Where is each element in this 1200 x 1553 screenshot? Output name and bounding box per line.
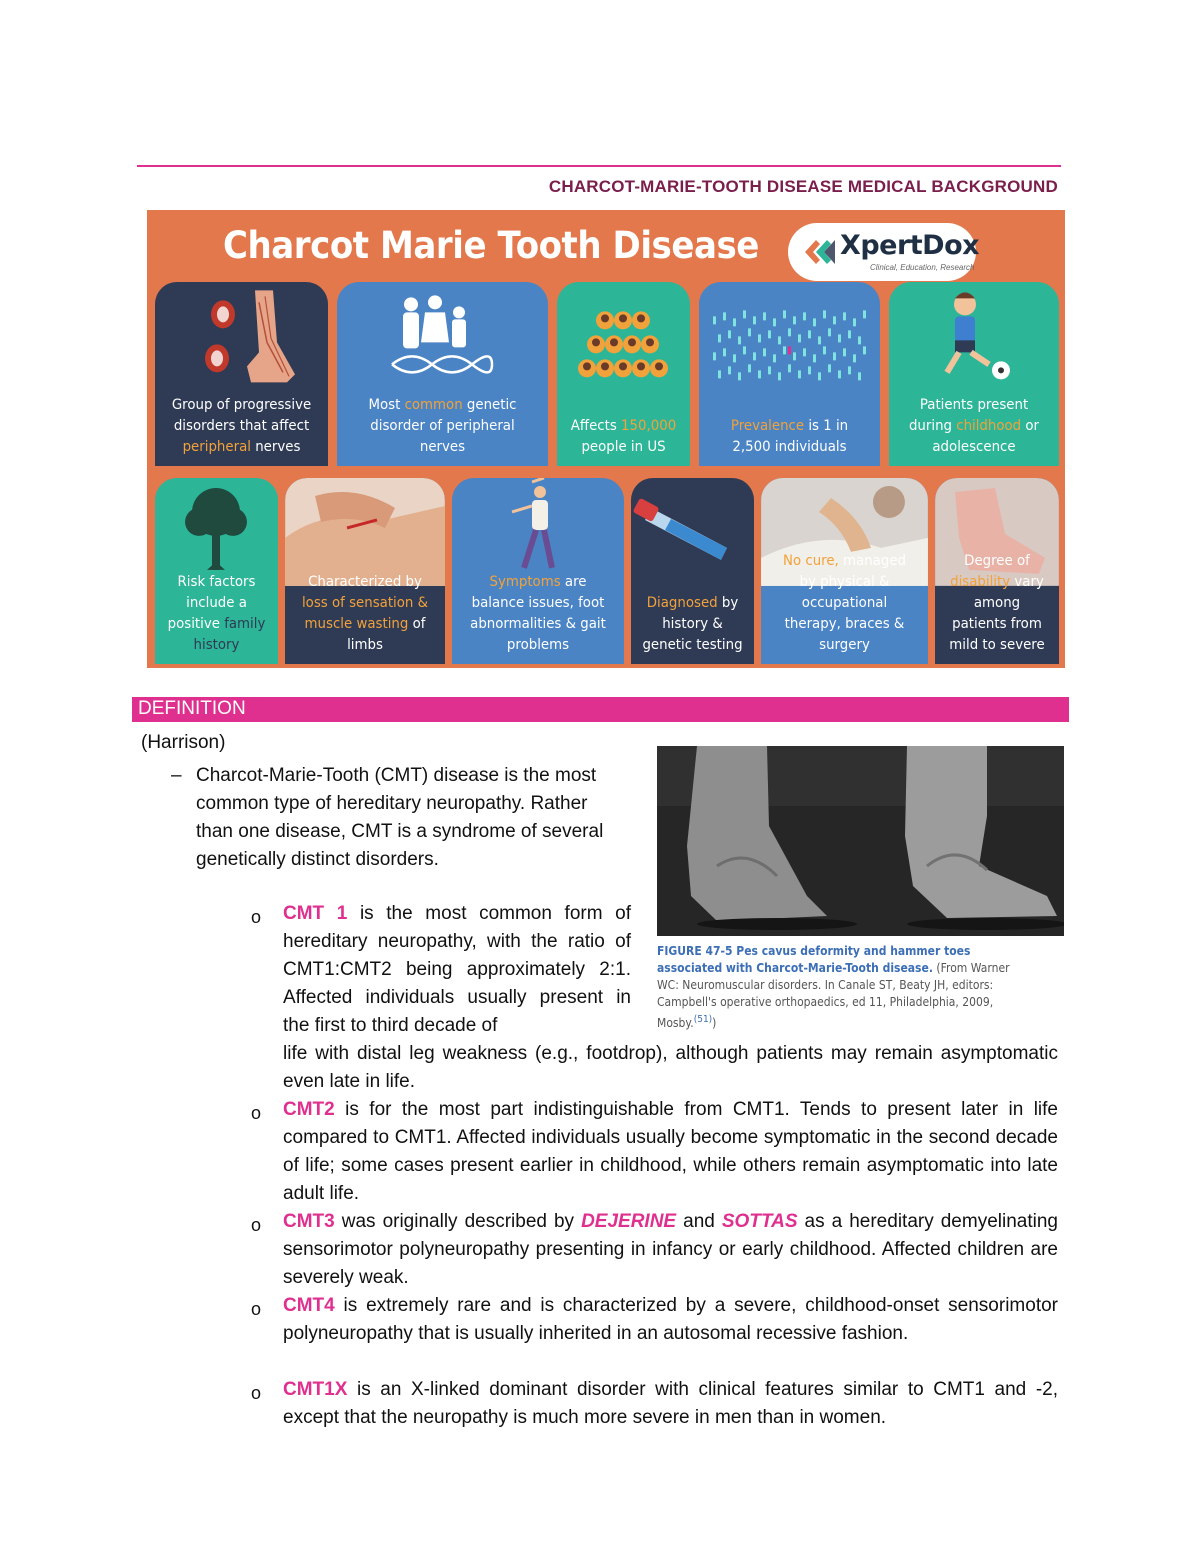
feet-photo-icon bbox=[657, 746, 1064, 936]
cmt2-paragraph: CMT2 is for the most part indistinguishable from CMT1. Tends to present later in life compared to CMT1. Affected individuals usually become symptomatic in the second decade of life; some cases present earlier in childhood, while others remain asymptomatic into late adult life. bbox=[283, 1099, 1058, 1204]
bullet-marker: o bbox=[251, 1383, 262, 1403]
family-dna-icon bbox=[337, 282, 548, 389]
header-rule bbox=[137, 165, 1061, 167]
definition-heading: DEFINITION bbox=[138, 698, 246, 719]
pes-cavus-photo bbox=[657, 746, 1064, 936]
card-risk-factors bbox=[155, 478, 278, 664]
bullet-marker: o bbox=[251, 1215, 262, 1235]
figure-caption: FIGURE 47-5 Pes cavus deformity and hammer toes associated with Charcot-Marie-Tooth disease. (From Warner WC: Neuromuscular disorders. In Canale ST, Beaty JH, editors: Campbell's operative orthopaedics, ed 11, Philadelphia, 2009, Mosby.$^{(51)}$) bbox=[657, 944, 1010, 1030]
page-title: CHARCOT-MARIE-TOOTH DISEASE MEDICAL BACKGROUND bbox=[548, 177, 1058, 196]
card-affects-people bbox=[557, 282, 690, 466]
card-text: Most common genetic disorder of peripheral nerves bbox=[368, 396, 517, 455]
logo-name: XpertDox bbox=[840, 230, 980, 261]
foot-nerve-icon bbox=[155, 282, 328, 389]
definition-intro bbox=[171, 762, 626, 874]
family-tree-icon bbox=[155, 478, 278, 586]
cmt-infographic bbox=[147, 210, 1065, 668]
bullet-marker: o bbox=[251, 1103, 262, 1123]
card-text: Symptoms are balance issues, foot abnormalities & gait problems bbox=[470, 573, 606, 653]
card-common-genetic bbox=[337, 282, 548, 466]
card-text: Degree of disability vary among patients from mild to severe bbox=[949, 552, 1045, 653]
dash-marker: – bbox=[171, 765, 182, 786]
cmt4-paragraph: CMT4 is extremely rare and is characterized by a severe, childhood-onset sensorimotor polyneuropathy that is usually inherited in an autosomal recessive fashion. bbox=[283, 1295, 1058, 1344]
foot-massage-icon bbox=[285, 478, 445, 586]
card-text: Characterized by loss of sensation & muscle wasting of limbs bbox=[301, 573, 429, 653]
card-disability bbox=[935, 478, 1059, 664]
card-text: Group of progressive disorders that affect peripheral nerves bbox=[171, 396, 312, 455]
cmt1-paragraph-cont: life with distal leg weakness (e.g., footdrop), although patients may remain asymptomatic even late in life. bbox=[283, 1043, 1058, 1092]
bullet-marker: o bbox=[251, 1299, 262, 1319]
card-text: Risk factors include a positive family history bbox=[167, 573, 266, 653]
card-diagnosed bbox=[631, 478, 754, 664]
child-soccer-icon bbox=[889, 282, 1059, 389]
cmt1x-paragraph: CMT1X is an X-linked dominant disorder with clinical features similar to CMT1 and -2, except that the neuropathy is much more severe in men than in women. bbox=[283, 1379, 1058, 1428]
card-text: Affects 150,000 people in US bbox=[570, 417, 677, 455]
intro-text: Charcot-Marie-Tooth (CMT) disease is the most common type of hereditary neuropathy. Rather than one disease, CMT is a syndrome of several genetically distinct disorders. bbox=[196, 765, 604, 870]
xpertdox-logo bbox=[788, 223, 980, 281]
source-label: (Harrison) bbox=[141, 732, 226, 753]
crowd-icon bbox=[699, 282, 880, 389]
card-text: Diagnosed by history & genetic testing bbox=[642, 594, 743, 653]
card-prevalence bbox=[699, 282, 880, 466]
card-text: No cure, managed by physical & occupational therapy, braces & surgery bbox=[782, 552, 906, 653]
cmt1-paragraph: CMT 1 is the most common form of hereditary neuropathy, with the ratio of CMT1:CMT2 being approximately 2:1. Affected individuals usually present in the first to third decade of bbox=[283, 903, 632, 1036]
card-no-cure bbox=[761, 478, 928, 664]
balance-figure-icon bbox=[452, 478, 624, 586]
card-childhood bbox=[889, 282, 1059, 466]
card-text: Patients present during childhood or adolescence bbox=[908, 396, 1040, 455]
logo-tagline: Clinical, Education, Research bbox=[870, 263, 975, 272]
test-tube-icon bbox=[631, 478, 754, 586]
definition-heading-bar bbox=[132, 697, 1069, 722]
xpertdox-logo-icon bbox=[802, 236, 838, 268]
card-group-disorders bbox=[155, 282, 328, 466]
bullet-marker: o bbox=[251, 907, 262, 927]
cmt3-paragraph: CMT3 was originally described by DEJERINE and SOTTAS as a hereditary demyelinating sensorimotor polyneuropathy presenting in infancy or early childhood. Affected children are severely weak. bbox=[283, 1211, 1058, 1288]
card-symptoms bbox=[452, 478, 624, 664]
card-text: Prevalence is 1 in 2,500 individuals bbox=[730, 417, 849, 455]
people-group-icon bbox=[557, 282, 690, 389]
card-characterized bbox=[285, 478, 445, 664]
infographic-title: Charcot Marie Tooth Disease bbox=[223, 224, 759, 267]
